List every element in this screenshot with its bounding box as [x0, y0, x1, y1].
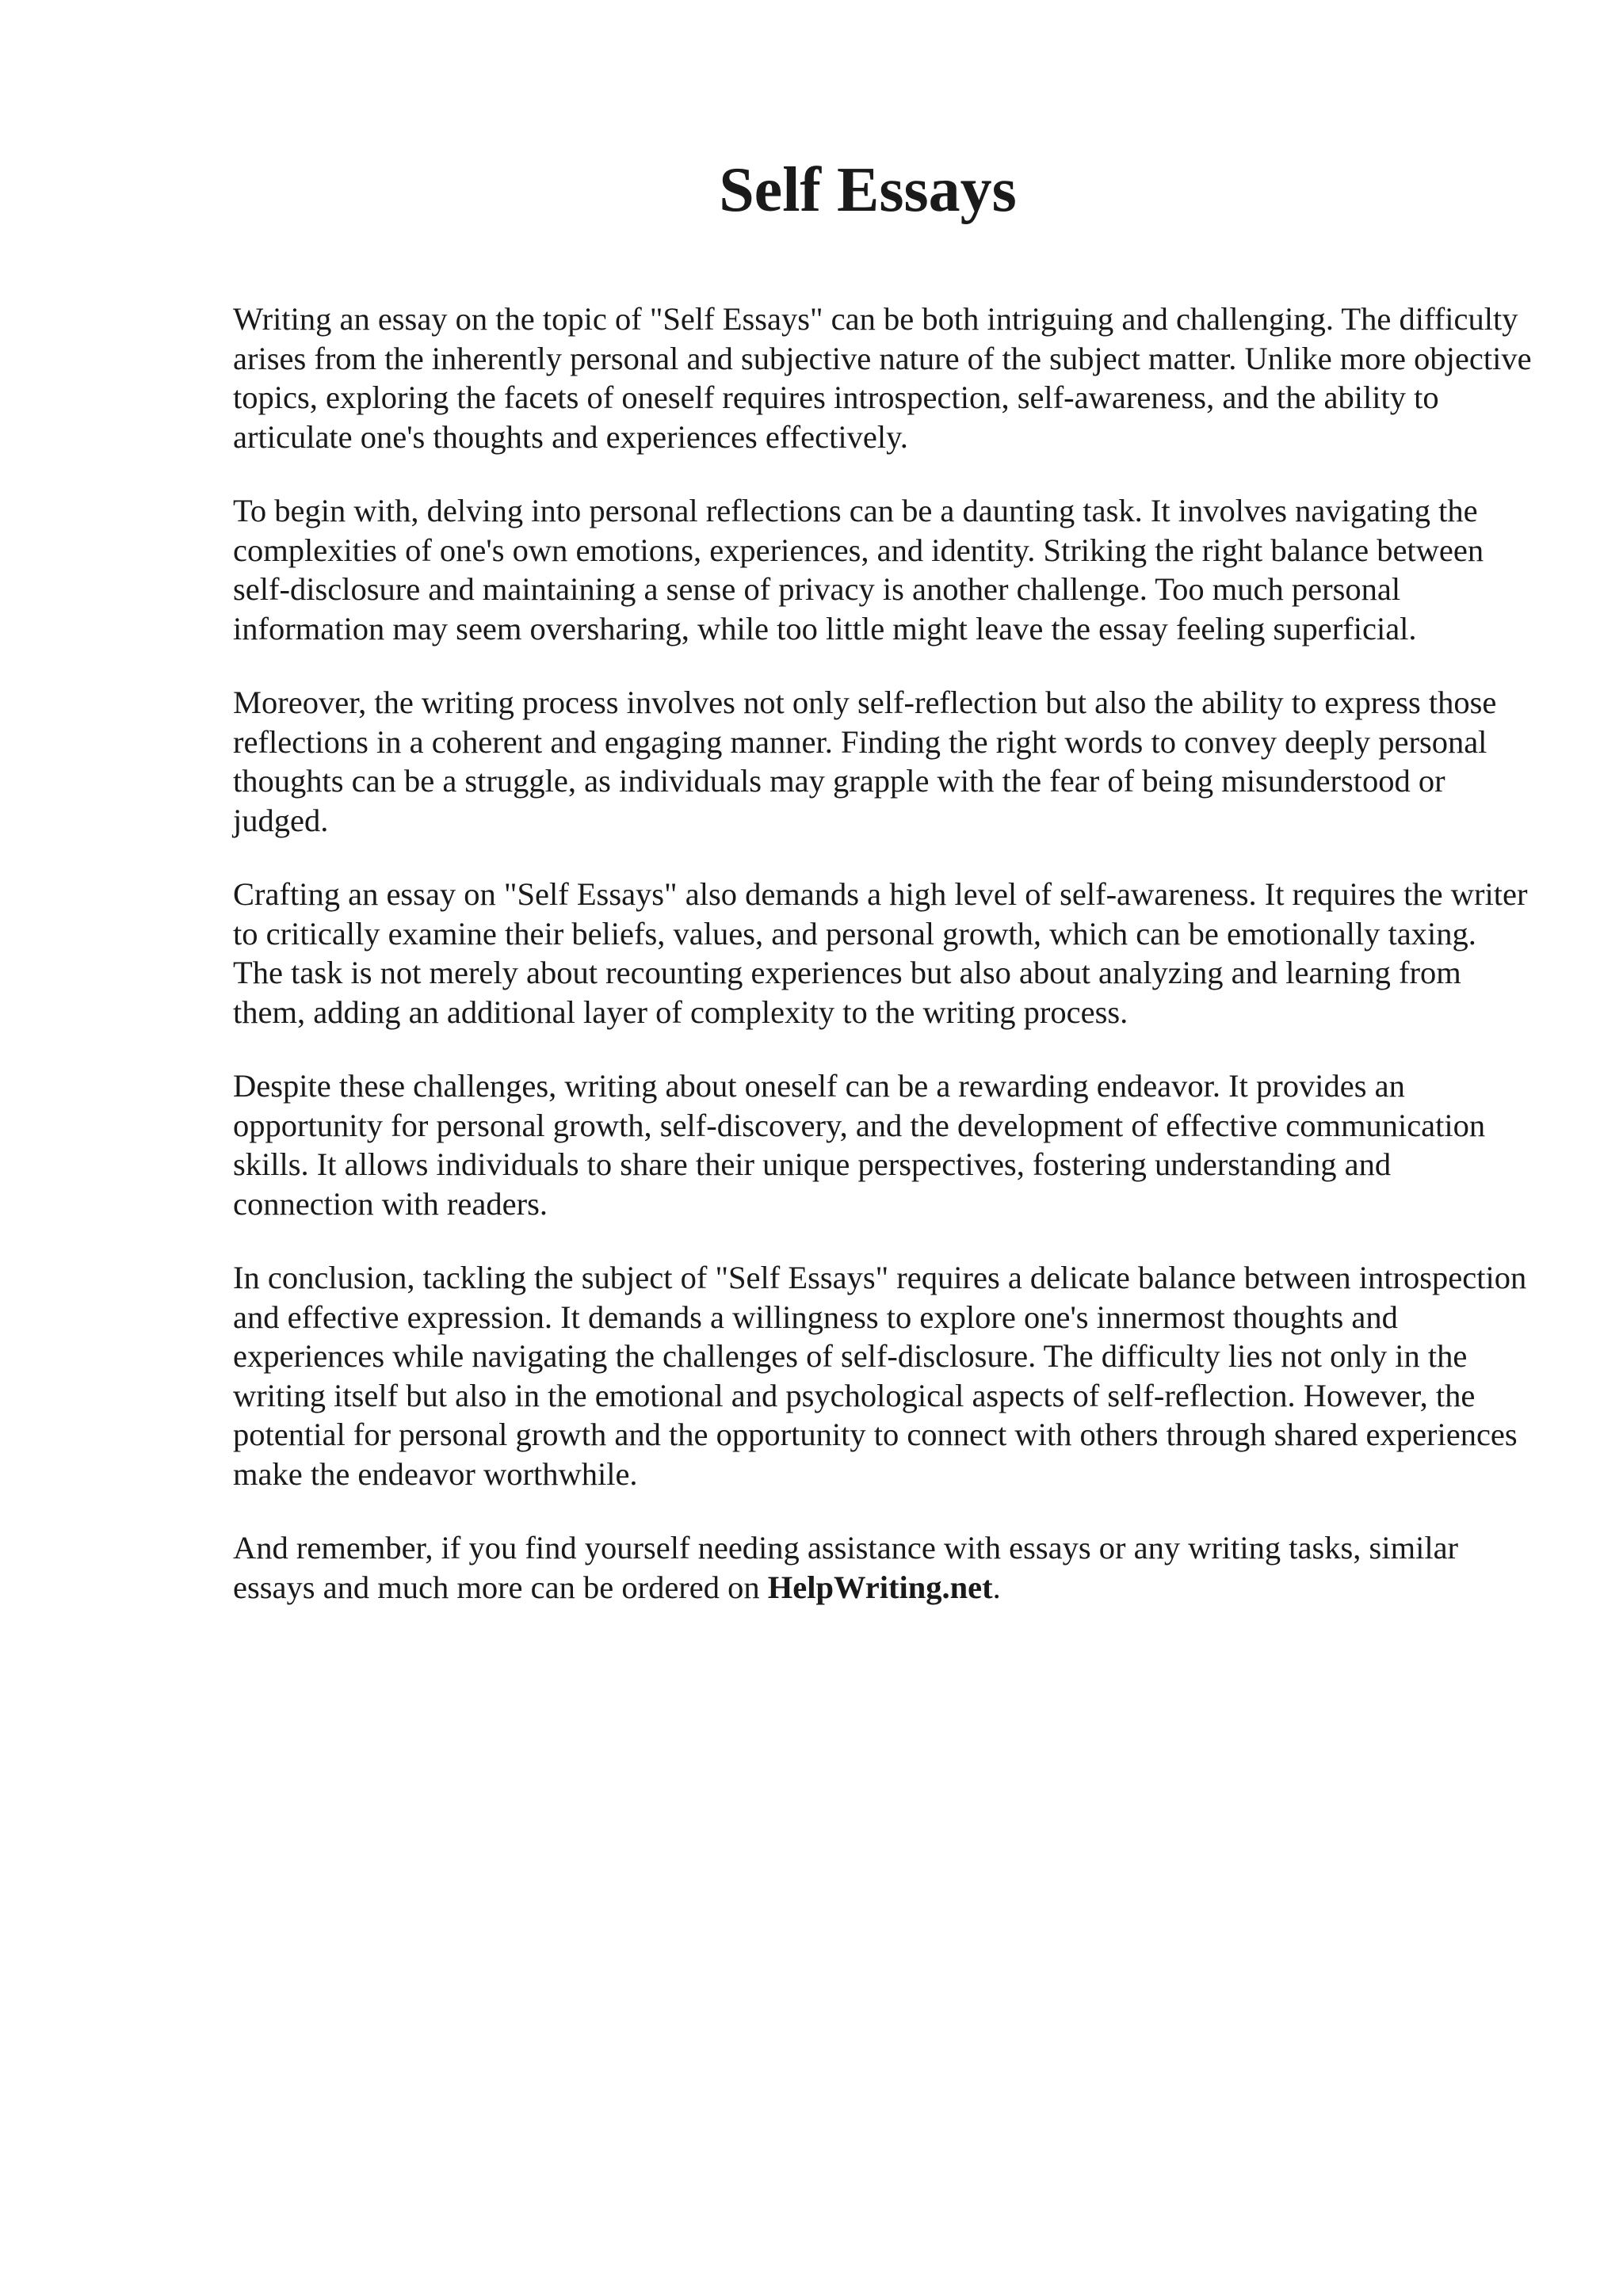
paragraph-intro: Writing an essay on the topic of "Self Essays" can be both intriguing and challenging. The difficulty arises from the inherently personal and subjective nature of the subject matter. Unlike more objective topics, exploring the facets of oneself requires introspection, self-awareness, and the ability to articulate one's thoughts and experiences effectively.	[233, 301, 1532, 455]
paragraph-rewarding: Despite these challenges, writing about oneself can be a rewarding endeavor. It provides an opportunity for personal growth, self-discovery, and the development of effective communication skills. It allows individuals to share their unique perspectives, fostering understanding and connection with readers.	[233, 1068, 1486, 1222]
paragraph-conclusion: In conclusion, tackling the subject of "Self Essays" requires a delicate balance between introspection and effective expression. It demands a willingness to explore one's innermost thoughts and experiences while navigating the challenges of self-disclosure. The difficulty lies not only in the writing itself but also in the emotional and psychological aspects of self-reflection. However, the potential for personal growth and the opportunity to connect with others through shared experiences make the endeavor worthwhile.	[233, 1260, 1527, 1492]
paragraph-writing-process: Moreover, the writing process involves not only self-reflection but also the ability to express those reflections in a coherent and engaging manner. Finding the right words to convey deeply personal thoughts can be a struggle, as individuals may grapple with the fear of being misunderstood or judged.	[233, 685, 1497, 838]
paragraph-reflections: To begin with, delving into personal reflections can be a daunting task. It involves navigating the complexities of one's own emotions, experiences, and identity. Striking the right balance between self-disclosure and maintaining a sense of privacy is another challenge. Too much personal information may seem oversharing, while too little might leave the essay feeling superficial.	[233, 493, 1484, 646]
paragraph-closing	[233, 1528, 1533, 1607]
closing-text: And remember, if you find yourself needing assistance with essays or any writing tasks, similar essays and much more can be ordered on	[233, 1530, 1459, 1605]
document-title: Self Essays	[719, 155, 1017, 225]
document-body	[233, 299, 1533, 1642]
paragraph-self-awareness: Crafting an essay on "Self Essays" also demands a high level of self-awareness. It requires the writer to critically examine their beliefs, values, and personal growth, which can be emotionally taxing. The task is not merely about recounting experiences but also about analyzing and learning from them, adding an additional layer of complexity to the writing process.	[233, 876, 1528, 1030]
helpwriting-link[interactable]: HelpWriting.net	[767, 1569, 993, 1605]
closing-period: .	[992, 1569, 1001, 1605]
